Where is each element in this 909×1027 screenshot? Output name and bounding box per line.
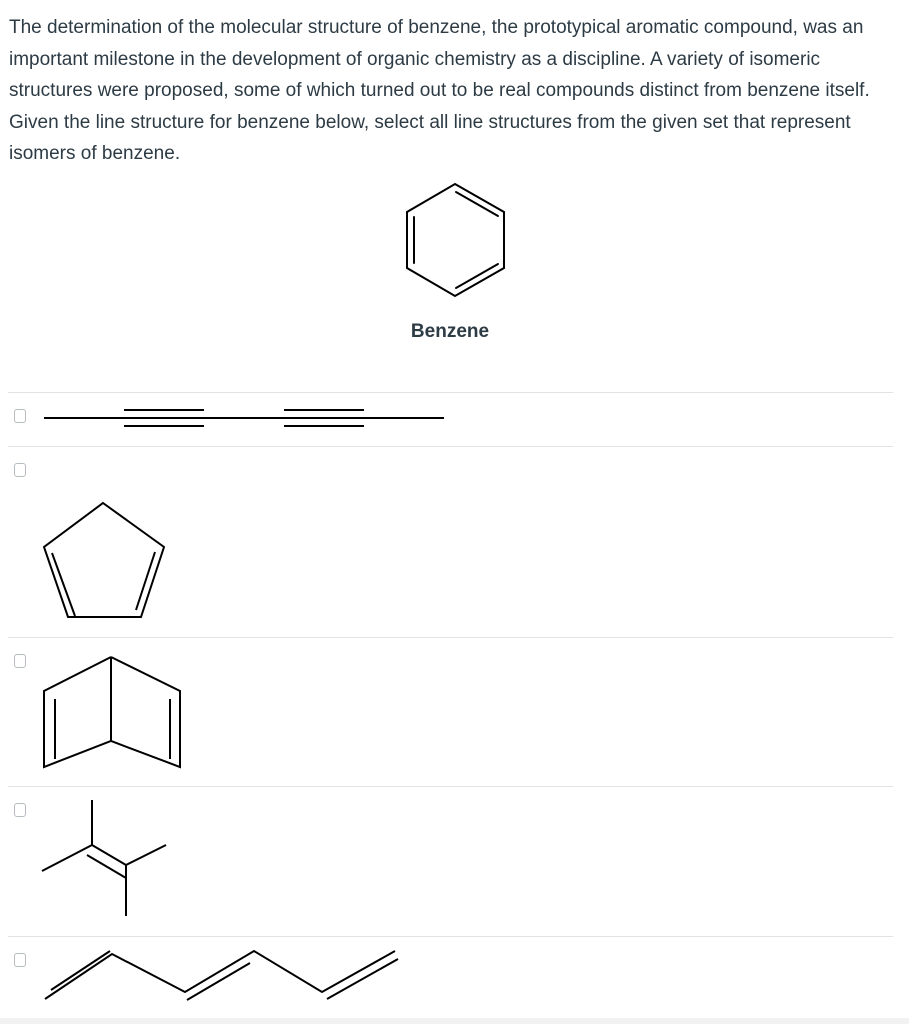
answer-option-2[interactable]	[8, 446, 893, 637]
answer-option-3[interactable]	[8, 637, 893, 786]
answer-list	[8, 392, 893, 1027]
answer-checkbox-3[interactable]	[14, 654, 26, 668]
diyne-structure[interactable]	[42, 405, 452, 435]
answer-option-5[interactable]	[8, 936, 893, 1027]
triene-structure[interactable]	[40, 947, 405, 1003]
bicyclic-structure[interactable]	[38, 651, 188, 773]
alkene-structure[interactable]	[40, 797, 172, 921]
answer-checkbox-1[interactable]	[14, 409, 26, 423]
answer-checkbox-4[interactable]	[14, 803, 26, 817]
answer-checkbox-2[interactable]	[14, 463, 26, 477]
benzene-structure	[400, 178, 510, 303]
five-ring-structure[interactable]	[38, 497, 168, 621]
benzene-figure	[380, 178, 530, 353]
question-text: The determination of the molecular structure of benzene, the prototypical aromatic compound, was an important milestone in the development of organic chemistry as a discipline. A variety of isomeric structures were proposed, some of which turned out to be real compounds distinct from benzene itself. Given the line structure for benzene below, select all line structures from the given set that represent isomers of benzene.	[9, 17, 870, 164]
answer-option-1[interactable]	[8, 392, 893, 446]
page-bottom-edge	[0, 1018, 909, 1024]
benzene-caption: Benzene	[410, 321, 490, 342]
answer-option-4[interactable]	[8, 786, 893, 936]
answer-checkbox-5[interactable]	[14, 953, 26, 967]
